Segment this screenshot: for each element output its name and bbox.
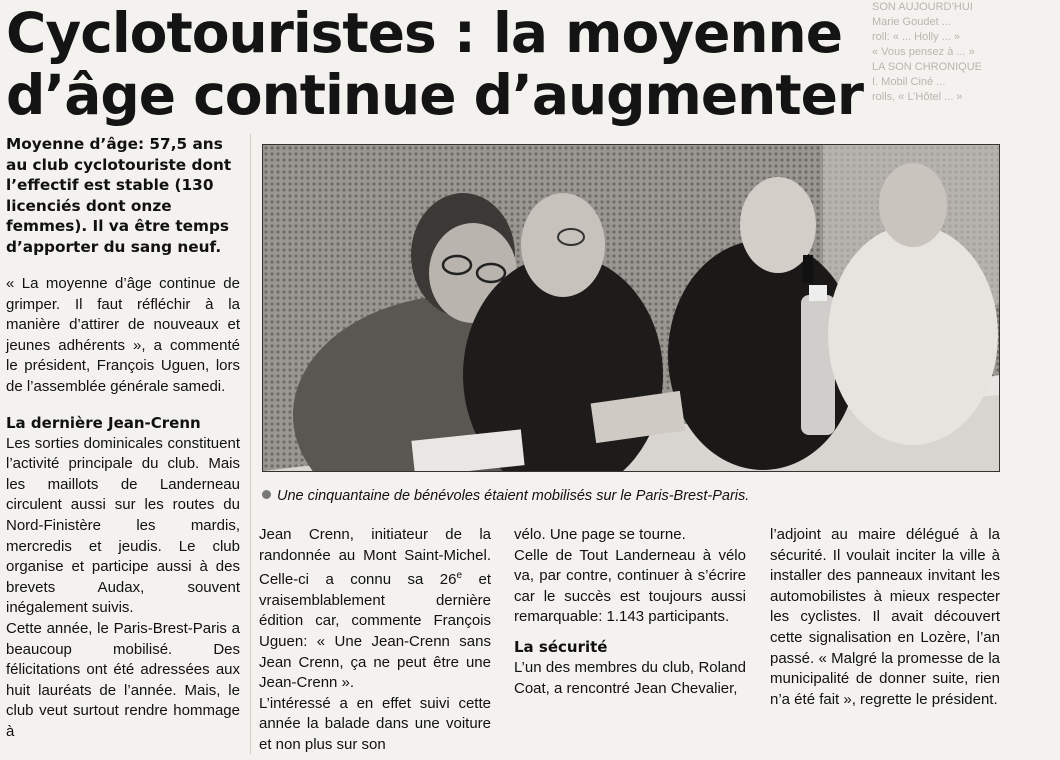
- paragraph: Cette année, le Paris-Brest-Paris a beaucoup mobilisé. Des félicitations ont été adressées aux huit lauréats de l’année. Mais, le club veut surtout rendre hommage à: [6, 619, 240, 740]
- paragraph: l’adjoint au maire délégué à la sécurité. Il voulait inciter la ville à installer des panneaux invitant les automobilistes à mieux respecter les cyclistes. Il avait découvert cette signalisation en Lozère, l’an passé. « Malgré la promesse de la municipalité de donner suite, rien n’a été fait », regrette le président.: [770, 526, 1000, 708]
- paragraph: vélo. Une page se tourne.: [514, 526, 686, 543]
- section-heading-securite: La sécurité: [514, 637, 608, 656]
- bleed-through-text: [872, 0, 1060, 105]
- paragraph: Celle de Tout Landerneau à vélo va, par contre, continuer à s’écrire car le succès est toujours aussi remarquable: 1.143 participants.: [514, 546, 746, 626]
- paragraph: Les sorties dominicales constituent l’activité principale du club. Mais les maillots de Landerneau circulent aussi sur les routes du Nord-Finistère les mardis, mercredis et jeudis. Le club organise et participe aussi à des brevets Audax, souvent inégalement suivis.: [6, 434, 240, 617]
- column-1: [6, 274, 240, 742]
- headline-line-1: Cyclotouristes : la moyenne: [6, 1, 843, 65]
- bleed-line: Marie Goudet ...: [872, 16, 951, 28]
- paragraph-text: Jean Crenn, initiateur de la randonnée au Mont Saint-Michel. Celle-ci a connu sa 26: [259, 526, 491, 589]
- photo-illustration: [263, 145, 999, 471]
- intro-paragraph: « La moyenne d’âge continue de grimper. Il faut réfléchir à la manière d’attirer de nouveaux et jeunes adhérents », a commenté le président, François Uguen, lors de l’assemblée générale samedi.: [6, 275, 240, 395]
- bleed-line: SON AUJOURD’HUI: [872, 1, 973, 13]
- paragraph: [259, 525, 491, 694]
- caption-text: Une cinquantaine de bénévoles étaient mobilisés sur le Paris-Brest-Paris.: [277, 488, 750, 504]
- paragraph: L’un des membres du club, Roland Coat, a rencontré Jean Chevalier,: [514, 658, 746, 697]
- bleed-line: LA SON CHRONIQUE: [872, 61, 983, 73]
- headline: [6, 2, 886, 126]
- paragraph-text: et vraisemblablement dernière édition car, commente François Uguen: « Une Jean-Crenn sans Jean Crenn, ça ne peut être une Jean-Crenn ».: [259, 571, 491, 692]
- bleed-line: rolls, « L’Hôtel ... »: [872, 91, 963, 103]
- headline-line-2: d’âge continue d’augmenter: [6, 63, 864, 127]
- column-2: [259, 525, 491, 756]
- article-photo: [262, 144, 1000, 472]
- photo-caption: [262, 487, 1002, 505]
- section-heading-jean-crenn: La dernière Jean-Crenn: [6, 413, 201, 432]
- bleed-line: I. Mobil Ciné ...: [872, 76, 946, 88]
- caption-bullet-icon: [262, 490, 271, 499]
- superscript: e: [456, 570, 463, 582]
- column-4: [770, 525, 1000, 710]
- paragraph: L’intéressé a en effet suivi cette année la balade dans une voiture et non plus sur son: [259, 694, 491, 753]
- column-3: [514, 525, 746, 699]
- bleed-line: roll: « ... Holly ... »: [872, 31, 961, 43]
- bleed-line: « Vous pensez à ... »: [872, 46, 975, 58]
- column-rule: [250, 134, 251, 754]
- article-lead: Moyenne d’âge: 57,5 ans au club cyclotouriste dont l’effectif est stable (130 licenciés dont onze femmes). Il va être temps d’apporter du sang neuf.: [6, 135, 232, 256]
